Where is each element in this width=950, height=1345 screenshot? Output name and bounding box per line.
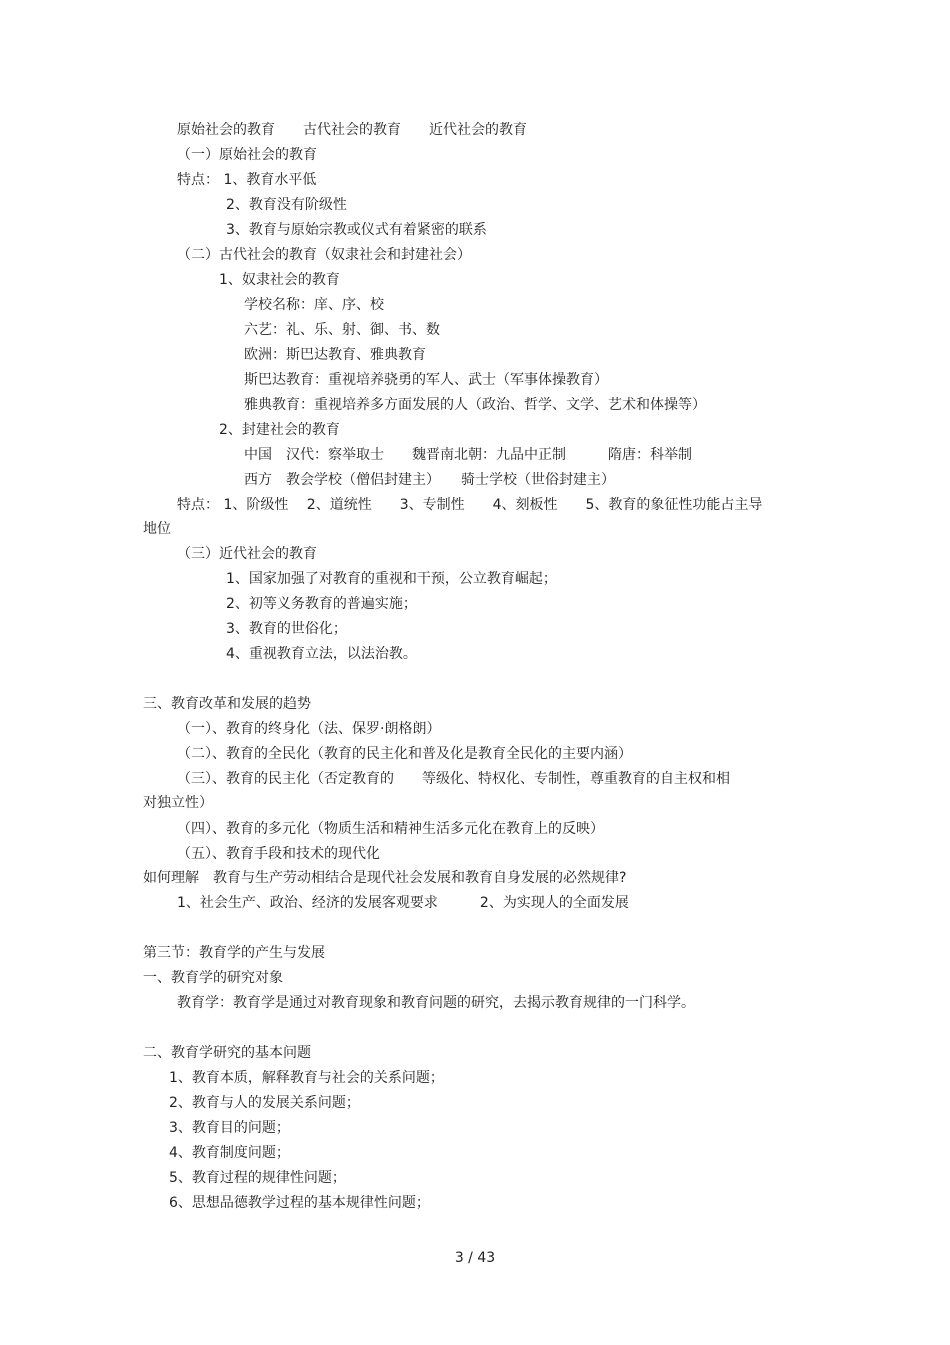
text-line: 斯巴达教育：重视培养骁勇的军人、武士（军事体操教育） (244, 372, 608, 388)
text-line: 1、社会生产、政治、经济的发展客观要求 2、为实现人的全面发展 (177, 895, 629, 911)
text-line: （一）原始社会的教育 (177, 147, 317, 163)
page-number: 3 / 43 (454, 1250, 496, 1266)
list-item: 2、教育与人的发展关系问题； (169, 1095, 360, 1111)
text-line: 3、教育的世俗化； (226, 621, 347, 637)
text-line: 原始社会的教育 古代社会的教育 近代社会的教育 (177, 122, 527, 138)
text-line: 西方 教会学校（僧侣封建主） 骑士学校（世俗封建主） (244, 472, 615, 488)
text-line: 学校名称：庠、序、校 (244, 297, 384, 313)
text-line: 3、教育与原始宗教或仪式有着紧密的联系 (226, 222, 487, 238)
list-item: 3、教育目的问题； (169, 1120, 290, 1136)
text-line: 如何理解 教育与生产劳动相结合是现代社会发展和教育自身发展的必然规律? (143, 870, 627, 886)
text-line: 2、初等义务教育的普遍实施； (226, 596, 417, 612)
text-line: （三）、教育的民主化（否定教育的 等级化、特权化、专制性，尊重教育的自主权和相 (177, 771, 730, 787)
list-item: 5、教育过程的规律性问题； (169, 1170, 346, 1186)
text-line: （一）、教育的终身化（法、保罗·朗格朗） (177, 721, 441, 737)
text-line: （五）、教育手段和技术的现代化 (177, 846, 380, 862)
text-line: （三）近代社会的教育 (177, 546, 317, 562)
text-line: 教育学：教育学是通过对教育现象和教育问题的研究，去揭示教育规律的一门科学。 (177, 995, 695, 1011)
text-line: 2、教育没有阶级性 (226, 197, 347, 213)
text-line: 六艺：礼、乐、射、御、书、数 (244, 322, 440, 338)
text-line: 4、重视教育立法，以法治教。 (226, 646, 417, 662)
text-line: 对独立性） (143, 795, 213, 811)
text-line: （二）古代社会的教育（奴隶社会和封建社会） (177, 247, 471, 263)
text-line: 欧洲：斯巴达教育、雅典教育 (244, 347, 426, 363)
text-line: 特点： 1、阶级性 2、道统性 3、专制性 4、刻板性 5、教育的象征性功能占主导 (177, 497, 763, 513)
text-line: 2、封建社会的教育 (219, 422, 340, 438)
section-heading: 一、教育学的研究对象 (143, 970, 283, 986)
text-line: 1、奴隶社会的教育 (219, 272, 340, 288)
text-line: 1、国家加强了对教育的重视和干预，公立教育崛起； (226, 571, 557, 587)
text-line: （四）、教育的多元化（物质生活和精神生活多元化在教育上的反映） (177, 821, 604, 837)
text-line: 中国 汉代：察举取士 魏晋南北朝：九品中正制 隋唐：科举制 (244, 447, 692, 463)
list-item: 1、教育本质，解释教育与社会的关系问题； (169, 1070, 444, 1086)
text-line: （二）、教育的全民化（教育的民主化和普及化是教育全民化的主要内涵） (177, 746, 632, 762)
list-item: 4、教育制度问题； (169, 1145, 290, 1161)
text-line: 地位 (143, 521, 171, 537)
section-heading: 三、教育改革和发展的趋势 (143, 696, 311, 712)
section-heading: 二、教育学研究的基本问题 (143, 1045, 311, 1061)
list-item: 6、思想品德教学过程的基本规律性问题； (169, 1195, 430, 1211)
text-line: 雅典教育：重视培养多方面发展的人（政治、哲学、文学、艺术和体操等） (244, 397, 706, 413)
section-heading: 第三节：教育学的产生与发展 (143, 945, 325, 961)
text-line: 特点： 1、教育水平低 (177, 172, 317, 188)
